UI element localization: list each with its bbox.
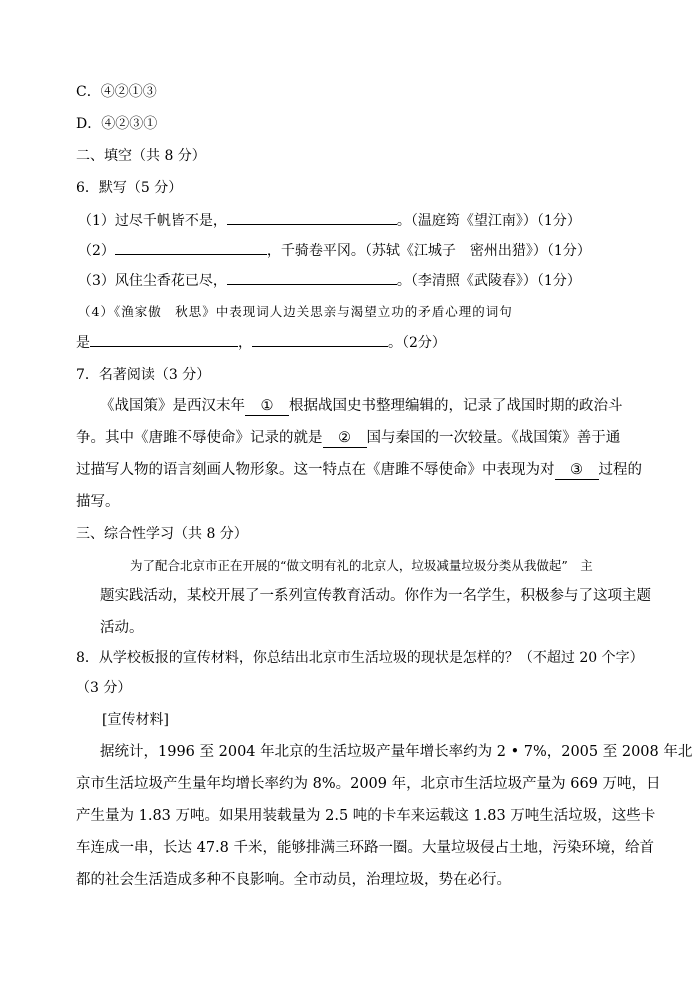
q6-line-2 xyxy=(78,240,591,261)
q7-para-line-2 xyxy=(76,428,620,448)
option-d: D．④②③① xyxy=(76,116,158,132)
q6-l4b-post: 。（2分） xyxy=(388,335,446,351)
q6-l4b-mid: ， xyxy=(238,335,252,351)
q6-l4b-pre: 是 xyxy=(76,335,90,351)
section-3-intro-3: 活动。 xyxy=(100,620,144,636)
material-line-2: 京市生活垃圾产生量年均增长率约为 8%。2009 年，北京市生活垃圾产量为 669 万吨，日 xyxy=(76,776,661,792)
q8-score: （3 分） xyxy=(76,680,132,696)
q7-blank-3[interactable]: ③ xyxy=(555,461,599,480)
q6-line-4: （4）《渔家傲 秋思》中表现词人边关思亲与渴望立功的矛盾心理的词句 xyxy=(78,304,513,319)
q7-para-line-1 xyxy=(100,396,623,416)
q7-p3a: 过描写人物的语言刻画人物形象。这一特点在《唐雎不辱使命》中表现为对 xyxy=(76,462,555,478)
material-label: [宣传材料] xyxy=(102,712,169,728)
section-3-title: 三、综合性学习（共 8 分） xyxy=(76,526,248,542)
material-line-1: 据统计，1996 至 2004 年北京的生活垃圾产量年增长率约为 2 • 7%，2005 至 2008 年北 xyxy=(100,744,693,760)
answer-blank-2[interactable] xyxy=(115,240,267,255)
answer-blank-3[interactable] xyxy=(227,270,397,285)
q7-p2b: 国与秦国的一次较量。《战国策》善于通 xyxy=(366,430,621,446)
q6-l2-pre: （2） xyxy=(78,243,115,259)
material-line-5: 都的社会生活造成多种不良影响。全市动员，治理垃圾，势在必行。 xyxy=(76,872,511,888)
q6-line-4b xyxy=(76,332,446,353)
section-3-intro-1: 为了配合北京市正在开展的“做文明有礼的北京人，垃圾减量垃圾分类从我做起” 主 xyxy=(130,558,593,573)
q6-title: 6．默写（5 分） xyxy=(76,180,183,196)
q6-l3-post: 。（李清照《武陵春》）（1分） xyxy=(396,273,581,289)
q6-l3-pre: （3）风住尘香花已尽， xyxy=(78,273,227,289)
material-line-3: 产生量为 1.83 万吨。如果用装载量为 2.5 吨的卡车来运载这 1.83 万吨生活垃圾，这些卡 xyxy=(76,808,656,824)
q7-blank-2[interactable]: ② xyxy=(323,429,367,448)
q7-p1b: 根据战国史书整理编辑的，记录了战国时期的政治斗 xyxy=(289,398,623,414)
answer-blank-1[interactable] xyxy=(227,210,397,225)
q7-p3b: 过程的 xyxy=(598,462,642,478)
option-c: C．④②①③ xyxy=(76,84,157,100)
q6-l1-post: 。（温庭筠《望江南》）（1分） xyxy=(396,213,581,229)
q7-p2a: 争。其中《唐雎不辱使命》记录的就是 xyxy=(76,430,323,446)
q7-para-line-4: 描写。 xyxy=(76,494,120,510)
q6-l1-pre: （1）过尽千帆皆不是， xyxy=(78,213,227,229)
q7-para-line-3 xyxy=(76,460,642,480)
answer-blank-4[interactable] xyxy=(90,332,238,347)
q7-p1a: 《战国策》是西汉末年 xyxy=(100,398,245,414)
section-3-intro-2: 题实践活动，某校开展了一系列宣传教育活动。你作为一名学生，积极参与了这项主题 xyxy=(100,588,651,604)
q6-l2-post: ，千骑卷平冈。（苏轼《江城子 密州出猎》）（1分） xyxy=(266,243,591,259)
q7-blank-1[interactable]: ① xyxy=(245,397,289,416)
q7-title: 7．名著阅读（3 分） xyxy=(76,367,211,383)
q6-line-1 xyxy=(78,210,581,231)
material-line-4: 车连成一串，长达 47.8 千米，能够排满三环路一圈。大量垃圾侵占土地，污染环境，给首 xyxy=(76,840,654,856)
answer-blank-5[interactable] xyxy=(252,332,388,347)
section-2-title: 二、填空（共 8 分） xyxy=(76,148,206,164)
q8-question: 8．从学校板报的宣传材料，你总结出北京市生活垃圾的现状是怎样的？（不超过 20 个字） xyxy=(76,650,644,666)
q6-line-3 xyxy=(78,270,581,291)
